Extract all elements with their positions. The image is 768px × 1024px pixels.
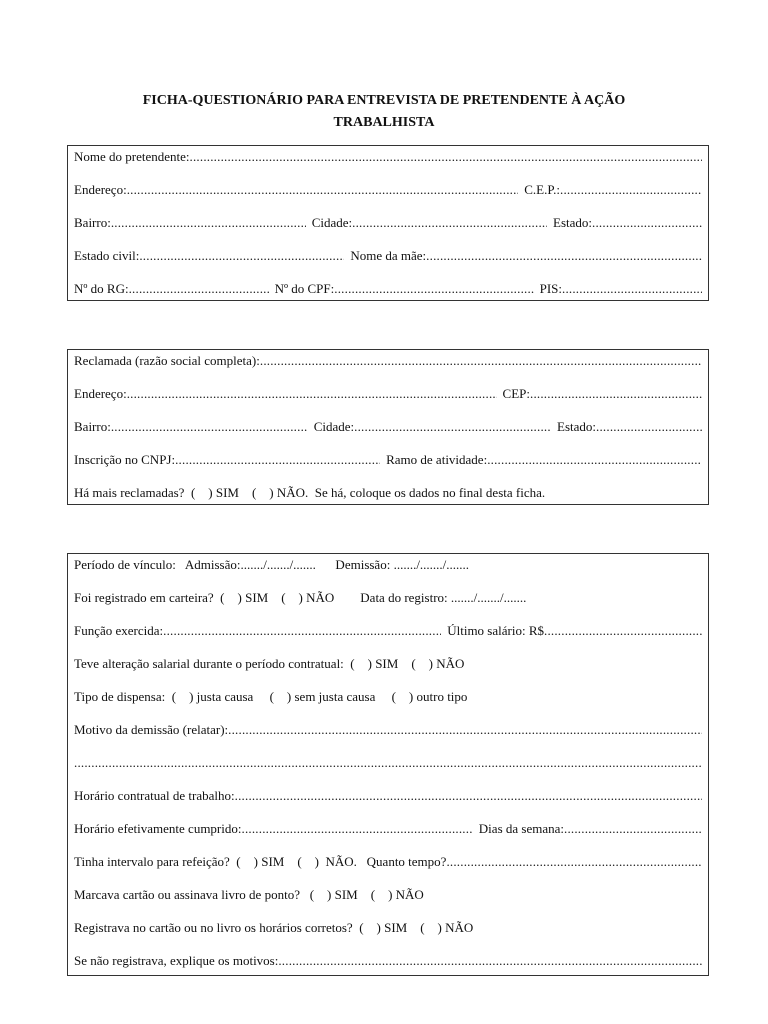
reclamada-estado-field[interactable]	[596, 419, 702, 435]
nome-mae-field[interactable]	[426, 248, 702, 264]
reclamada-row	[74, 353, 702, 369]
nome-pretendente-row	[74, 149, 702, 165]
funcao-label: Função exercida:	[74, 623, 164, 638]
horario-cumprido-row	[74, 821, 702, 837]
reclamada-section	[67, 349, 709, 505]
ramo-atividade-label: Ramo de atividade:	[386, 452, 488, 467]
mais-reclamadas-question: Há mais reclamadas? ( ) SIM ( ) NÃO. Se há, coloque os dados no final desta ficha.	[74, 485, 546, 500]
cartao-ponto-text: Marcava cartão ou assinava livro de ponto? ( ) SIM ( ) NÃO	[74, 887, 424, 902]
intervalo-refeicao-label: Tinha intervalo para refeição? ( ) SIM ( ) NÃO. Quanto tempo?	[74, 854, 447, 869]
alteracao-salarial-row	[74, 656, 702, 672]
reclamada-bairro-row	[74, 419, 702, 435]
horario-cumprido-label: Horário efetivamente cumprido:	[74, 821, 242, 836]
cep-field[interactable]	[560, 182, 702, 198]
intervalo-refeicao-row	[74, 854, 702, 870]
pis-field[interactable]	[562, 281, 702, 297]
estado-field[interactable]	[592, 215, 702, 231]
rg-field[interactable]	[129, 281, 269, 297]
ramo-atividade-field[interactable]	[487, 452, 702, 468]
ultimo-salario-label: Último salário: R$	[447, 623, 544, 638]
ultimo-salario-field[interactable]	[544, 623, 702, 639]
form-title	[0, 90, 768, 134]
bairro-label: Bairro:	[74, 215, 111, 230]
motivo-demissao-label: Motivo da demissão (relatar):	[74, 722, 229, 737]
reclamada-cidade-label: Cidade:	[313, 419, 355, 434]
estado-label: Estado:	[553, 215, 593, 230]
reclamada-endereco-label: Endereço:	[74, 386, 127, 401]
reclamada-cidade-field[interactable]	[354, 419, 551, 435]
motivos-nao-registro-row	[74, 953, 702, 969]
pis-label: PIS:	[539, 281, 562, 296]
registrava-horarios-row	[74, 920, 702, 936]
nome-pretendente-field[interactable]	[190, 149, 702, 165]
horario-contratual-label: Horário contratual de trabalho:	[74, 788, 235, 803]
dias-semana-field[interactable]	[564, 821, 702, 837]
cartao-ponto-row	[74, 887, 702, 903]
estado-civil-row	[74, 248, 702, 264]
alteracao-salarial-text: Teve alteração salarial durante o período contratual: ( ) SIM ( ) NÃO	[74, 656, 465, 671]
reclamada-endereco-row	[74, 386, 702, 402]
reclamada-estado-label: Estado:	[557, 419, 597, 434]
rg-label: Nº do RG:	[74, 281, 129, 296]
reclamada-endereco-field[interactable]	[127, 386, 497, 402]
form-title-line-2: TRABALHISTA	[333, 115, 435, 130]
mais-reclamadas-row	[74, 485, 702, 501]
motivo-demissao-continuation-field[interactable]	[74, 755, 702, 771]
reclamada-bairro-field[interactable]	[111, 419, 308, 435]
horario-cumprido-field[interactable]	[242, 821, 473, 837]
motivo-demissao-row	[74, 722, 702, 738]
nome-mae-label: Nome da mãe:	[350, 248, 427, 263]
reclamada-bairro-label: Bairro:	[74, 419, 111, 434]
registrava-horarios-text: Registrava no cartão ou no livro os horários corretos? ( ) SIM ( ) NÃO	[74, 920, 474, 935]
reclamada-label: Reclamada (razão social completa):	[74, 353, 260, 368]
funcao-field[interactable]	[163, 623, 441, 639]
motivos-nao-registro-field[interactable]	[278, 953, 702, 969]
motivo-demissao-continuation-row	[74, 755, 702, 771]
intervalo-refeicao-field[interactable]	[446, 854, 702, 870]
horario-contratual-row	[74, 788, 702, 804]
dias-semana-label: Dias da semana:	[478, 821, 564, 836]
motivo-demissao-field[interactable]	[228, 722, 702, 738]
cidade-field[interactable]	[352, 215, 547, 231]
cidade-label: Cidade:	[311, 215, 353, 230]
documentos-row	[74, 281, 702, 297]
cnpj-row	[74, 452, 702, 468]
pretendente-section	[67, 145, 709, 301]
motivos-nao-registro-label: Se não registrava, explique os motivos:	[74, 953, 279, 968]
registro-carteira-text: Foi registrado em carteira? ( ) SIM ( ) NÃO Data do registro: ......./......./.......	[74, 590, 527, 605]
periodo-vinculo-text: Período de vínculo: Admissão:......./......./....... Demissão: ......./......./.......	[74, 557, 470, 572]
nome-pretendente-label: Nome do pretendente:	[74, 149, 190, 164]
estado-civil-field[interactable]	[139, 248, 344, 264]
cpf-label: Nº do CPF:	[274, 281, 335, 296]
endereco-row	[74, 182, 702, 198]
bairro-row	[74, 215, 702, 231]
reclamada-cep-label: CEP:	[502, 386, 530, 401]
reclamada-field[interactable]	[260, 353, 702, 369]
reclamada-cep-field[interactable]	[530, 386, 702, 402]
bairro-field[interactable]	[111, 215, 306, 231]
cnpj-field[interactable]	[175, 452, 380, 468]
funcao-row	[74, 623, 702, 639]
tipo-dispensa-row	[74, 689, 702, 705]
cep-label: C.E.P.:	[524, 182, 560, 197]
cnpj-label: Inscrição no CNPJ:	[74, 452, 176, 467]
tipo-dispensa-text: Tipo de dispensa: ( ) justa causa ( ) sem justa causa ( ) outro tipo	[74, 689, 468, 704]
vinculo-section	[67, 553, 709, 976]
endereco-field[interactable]	[127, 182, 519, 198]
form-title-line-1: FICHA-QUESTIONÁRIO PARA ENTREVISTA DE PRETENDENTE À AÇÃO	[142, 93, 626, 108]
endereco-label: Endereço:	[74, 182, 127, 197]
periodo-vinculo-row	[74, 557, 702, 573]
horario-contratual-field[interactable]	[235, 788, 702, 804]
cpf-field[interactable]	[334, 281, 533, 297]
registro-carteira-row	[74, 590, 702, 606]
estado-civil-label: Estado civil:	[74, 248, 140, 263]
